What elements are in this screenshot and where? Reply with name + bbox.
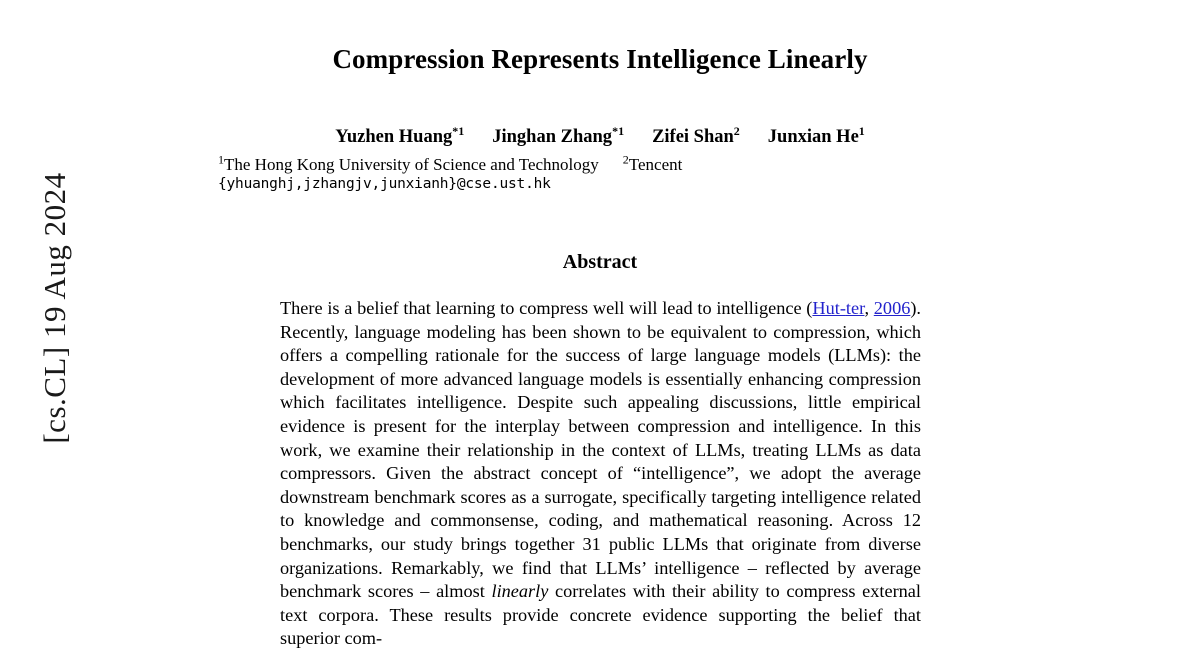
abstract-body xyxy=(280,297,921,651)
author-3: Zifei Shan$^2$ xyxy=(652,124,740,148)
author-1-marks: *1 xyxy=(452,124,465,138)
arxiv-stamp-text: [cs.CL] 19 Aug 2024 xyxy=(37,172,72,444)
abstract-text-2: ). Recently, language modeling has been shown to be equivalent to compression, which offers a compelling rationale for the success of large language models (LLMs): the development of more advanced language models is essentially enhancing compression which facilitates intelligence. Despite such appealing discussions, little empirical evidence is present for the interplay between compression and intelligence. In this work, we examine their relationship in the context of LLMs, treating LLMs as data compressors. Given the abstract concept of “intelligence”, we adopt the average downstream benchmark scores as a surrogate, specifically targeting intelligence related to knowledge and commonsense, coding, and mathematical reasoning. Across 12 benchmarks, our study brings together 31 public LLMs that originate from diverse organizations. Remarkably, we find that LLMs’ intelligence – reflected by average benchmark scores – almost xyxy=(280,298,922,602)
author-2-marks: *1 xyxy=(612,124,625,138)
author-4: Junxian He$^1$ xyxy=(767,124,865,148)
abstract-text-1: There is a belief that learning to compress well will lead to intelligence ( xyxy=(280,298,813,318)
citation-separator: , xyxy=(864,298,874,318)
citation-link-year[interactable]: 2006 xyxy=(873,298,911,318)
author-4-marks: 1 xyxy=(858,124,865,138)
abstract-heading: Abstract xyxy=(562,251,638,273)
author-2: Jinghan Zhang$^{*1}$ xyxy=(492,124,625,148)
page-title: Compression Represents Intelligence Linearly xyxy=(332,44,868,74)
affiliation-list xyxy=(218,152,1008,175)
affiliation-1: $^1$The Hong Kong University of Science and Technology xyxy=(218,152,599,174)
arxiv-stamp xyxy=(0,0,80,648)
citation-link-hutter[interactable]: Hut- xyxy=(812,298,846,318)
author-3-marks: 2 xyxy=(733,124,740,138)
affiliation-2: $^2$Tencent xyxy=(622,152,683,174)
author-list xyxy=(120,124,1080,148)
author-1: Yuzhen Huang$^{*1}$ xyxy=(335,124,465,148)
abstract-text-3: correlates with their ability to compress external text corpora. These results provide concrete evidence supporting the belief that superior com- xyxy=(280,581,921,649)
abstract-emphasis-linearly: linearly xyxy=(491,581,549,602)
citation-link-hutter-cont[interactable]: ter xyxy=(845,298,865,318)
contact-email: {yhuanghj,jzhangjv,junxianh}@cse.ust.hk xyxy=(218,176,551,192)
